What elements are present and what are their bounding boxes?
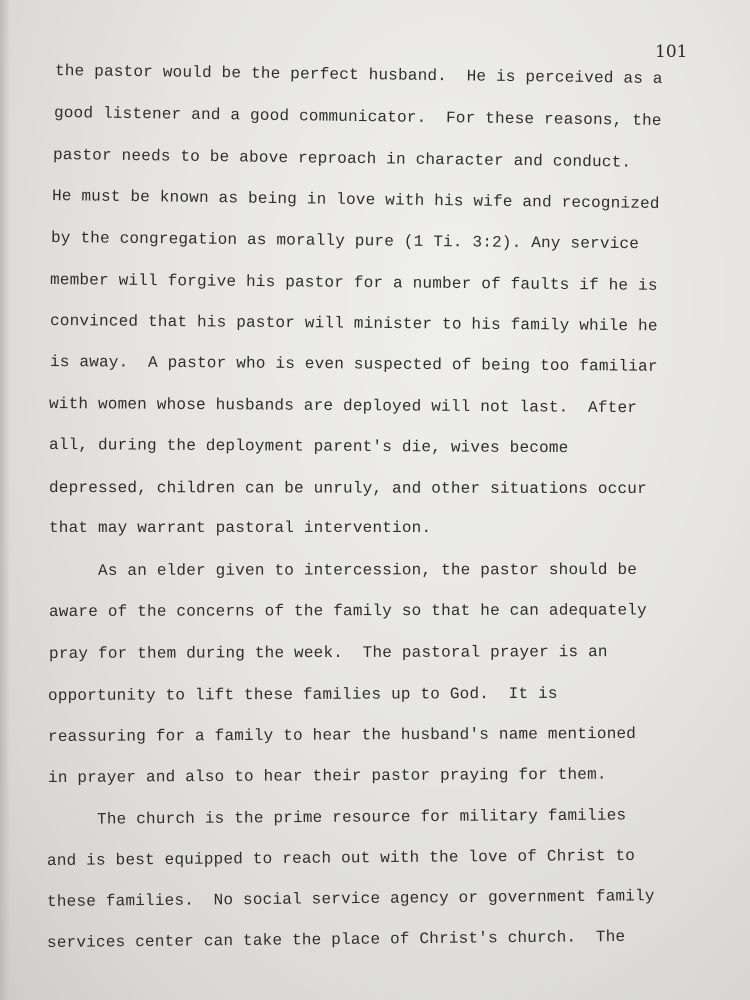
text-line: member will forgive his pastor for a number of faults if he is [49,271,658,295]
text-line: pray for them during the week. The pastoral prayer is an [48,643,608,663]
text-line: these families. No social service agency or government family [46,887,655,911]
text-line: with women whose husbands are deployed will not last. After [48,395,638,418]
text-line: good listener and a good communicator. For these reasons, the [53,104,662,130]
text-line: is away. A pastor who is even suspected of being too familiar [49,353,658,376]
page-shadow [0,0,10,1000]
text-line: services center can take the place of Christ's church. The [46,927,626,952]
page-number: 101 [655,42,688,62]
text-line: reassuring for a family to hear the husband's name mentioned [47,724,637,746]
text-line: He must be known as being in love with his wife and recognized [51,187,660,213]
text-line: by the congregation as morally pure (1 Ti. 3:2). Any service [50,229,640,254]
text-line: depressed, children can be unruly, and other situations occur [48,479,647,499]
text-line: in prayer and also to hear their pastor praying for them. [47,765,607,787]
text-line: pastor needs to be above reproach in character and conduct. [52,146,632,172]
text-line: As an elder given to intercession, the pastor should be [48,560,638,580]
text-line: The church is the prime resource for military families [47,806,627,829]
text-line: and is best equipped to reach out with the love of Christ to [46,846,636,870]
text-line: opportunity to lift these families up to God. It is [47,684,558,705]
text-line: all, during the deployment parent's die, wives become [48,436,569,458]
text-line: aware of the concerns of the family so that he can adequately [48,601,647,621]
text-line: the pastor would be the perfect husband. He is perceived as a [54,62,663,88]
text-line: convinced that his pastor will minister to his family while he [49,312,658,336]
text-line: that may warrant pastoral intervention. [49,519,432,537]
